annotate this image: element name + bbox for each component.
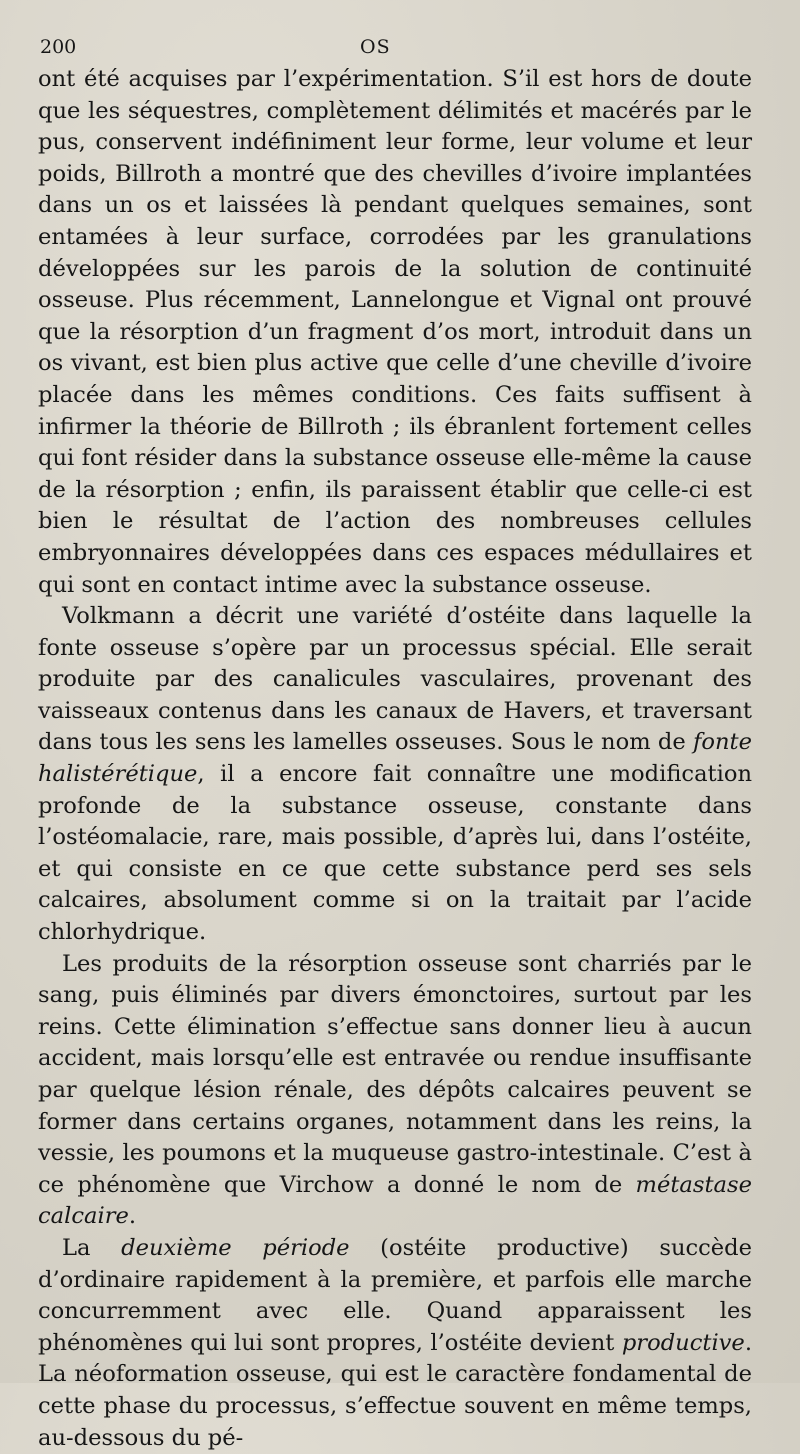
text-segment: La <box>62 1234 122 1261</box>
italic-term: métastase calcaire <box>38 1171 752 1230</box>
body-text <box>38 64 752 1454</box>
text-segment: . La néoformation osseuse, qui est le caractère fondamental de cette phase du processus, s’effectue souvent en même temps, au-dessous du pé- <box>38 1329 752 1451</box>
text-segment: Volkmann a décrit une variété d’ostéite dans laquelle la fonte osseuse s’opère par un processus spécial. Elle serait produite par des canalicules vasculaires, provenant des vaisseaux contenus dans les canaux de Havers, et traversant dans tous les sens les lamelles osseuses. Sous le nom de <box>38 603 752 756</box>
page-header <box>38 30 752 64</box>
paragraph <box>38 949 752 1233</box>
paragraph <box>38 64 752 601</box>
text-segment: Les produits de la résorption osseuse sont charriés par le sang, puis éliminés par divers émonctoires, surtout par les reins. Cette élimination s’effectue sans donner lieu à aucun accident, mais lorsqu’elle est entravée ou rendue insuffisante par quelque lésion rénale, des dépôts calcaires peuvent se former dans certains organes, notamment dans les reins, la vessie, les poumons et la muqueuse gastro-intestinale. C’est à ce phénomène que Virchow a donné le nom de <box>38 950 752 1198</box>
text-segment: , il a encore fait connaître une modification profonde de la substance osseuse, constante dans l’ostéomalacie, rare, mais possible, d’après lui, dans l’ostéite, et qui consiste en ce que cette substance perd ses sels calcaires, absolument comme si on la traitait par l’acide chlorhydrique. <box>38 761 752 946</box>
page-number: 200 <box>40 36 77 58</box>
italic-term: productive <box>621 1329 745 1356</box>
paragraph <box>38 601 752 949</box>
text-segment: ont été acquises par l’expérimentation. S’il est hors de doute que les séquestres, complètement délimités et macérés par le pus, conservent indéfiniment leur forme, leur volume et leur poids, Billroth a montré que des chevilles d’ivoire implantées dans un os et laissées là pendant quelques semaines, sont entamées à leur surface, corrodées par les granulations développées sur les parois de la solution de continuité osseuse. Plus récemment, Lannelongue et Vignal ont prouvé que la résorption d’un fragment d’os mort, introduit dans un os vivant, est bien plus active que celle d’une cheville d’ivoire placée dans les mêmes conditions. Ces faits suffisent à infirmer la théorie de Billroth ; ils ébranlent fortement celles qui font résider dans la substance osseuse elle-même la cause de la résorption ; enfin, ils paraissent établir que celle-ci est bien le résultat de l’action des nombreuses cellules embryonnaires développées dans ces espaces médullaires et qui sont en contact intime avec la substance osseuse. <box>38 66 752 598</box>
text-segment: (ostéite productive) succède d’ordinaire rapidement à la première, et parfois elle marche concurremment avec elle. Quand apparaissent les phénomènes qui lui sont propres, l’ostéite devient <box>38 1234 753 1356</box>
text-segment: . <box>128 1203 137 1230</box>
running-head: OS <box>360 36 391 58</box>
italic-term: fonte halistérétique <box>38 729 752 788</box>
italic-term: deuxième période <box>121 1234 350 1261</box>
paragraph <box>38 1233 752 1454</box>
